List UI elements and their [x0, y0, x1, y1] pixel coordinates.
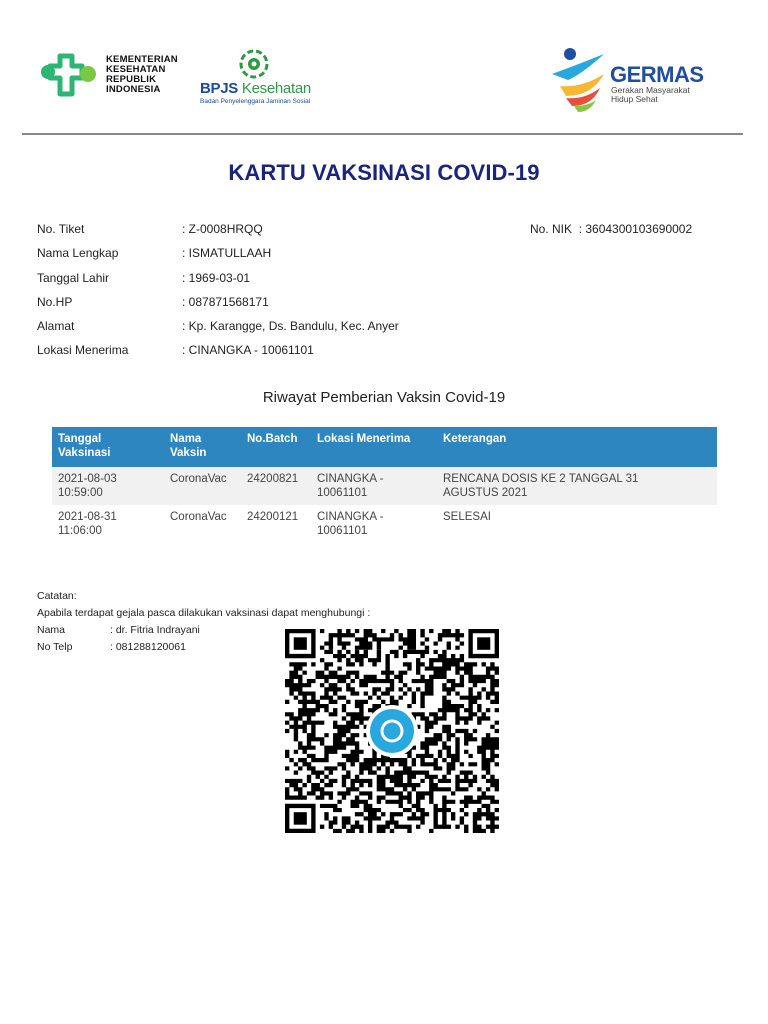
cell-vaccine: CoronaVac — [164, 467, 241, 505]
info-row-location — [37, 343, 717, 367]
cell-line: 10:59:00 — [58, 487, 103, 499]
notes-heading: Catatan: — [37, 590, 77, 602]
column-header-note — [437, 427, 717, 467]
column-header-location — [311, 427, 437, 467]
info-row-name — [37, 246, 717, 270]
contact-value: : 081288120061 — [110, 641, 186, 653]
pedulilindungi-logo-icon — [370, 709, 414, 753]
cell-note — [437, 467, 717, 505]
info-label: No. Tiket — [37, 222, 85, 236]
info-value: : 087871568171 — [182, 294, 269, 309]
history-title: Riwayat Pemberian Vaksin Covid-19 — [262, 389, 506, 406]
info-label: Tanggal Lahir — [37, 270, 110, 285]
info-value: : Kp. Karangge, Ds. Bandulu, Kec. Anyer — [182, 319, 399, 334]
column-header-line: No.Batch — [247, 433, 298, 445]
bpjs-subtitle: Badan Penyelenggara Jaminan Sosial — [200, 98, 311, 105]
cell-line: AGUSTUS 2021 — [443, 487, 528, 499]
nik — [530, 222, 692, 236]
header — [0, 0, 768, 134]
info-row-phone — [37, 295, 717, 319]
germas-subtitle-line: Gerakan Masyarakat — [611, 85, 690, 95]
cell-line: 2021-08-03 — [58, 473, 117, 485]
info-label: Nama Lengkap — [37, 246, 119, 261]
cell-location — [311, 505, 437, 543]
kemenkes-logo — [38, 52, 178, 98]
cell-vaccine: CoronaVac — [164, 505, 241, 543]
column-header-line: Nama — [170, 433, 202, 445]
germas-subtitle-line: Hidup Sehat — [611, 94, 658, 104]
kemenkes-line: KEMENTERIAN — [106, 54, 178, 65]
kemenkes-line: INDONESIA — [106, 84, 161, 95]
kemenkes-line: REPUBLIK — [106, 74, 157, 85]
cell-batch: 24200821 — [241, 467, 311, 505]
cell-line: CINANGKA - — [317, 473, 384, 485]
column-header-line: Tanggal — [58, 433, 102, 445]
info-value: : Z-0008HRQQ — [182, 222, 263, 236]
column-header-date — [52, 427, 164, 467]
info-value: : CINANGKA - 10061101 — [182, 343, 314, 358]
bpjs-mark-icon — [238, 48, 270, 80]
kemenkes-text — [106, 55, 178, 95]
table-header-row — [52, 427, 717, 467]
bpjs-name-part1: BPJS — [200, 80, 238, 97]
contact-value: : dr. Fitria Indrayani — [110, 624, 200, 636]
germas-logo — [548, 44, 718, 114]
cell-location — [311, 467, 437, 505]
cell-batch: 24200121 — [241, 505, 311, 543]
bpjs-name-part2: Kesehatan — [241, 80, 311, 97]
info-value: : 1969-03-01 — [182, 270, 251, 285]
column-header-line: Keterangan — [443, 433, 507, 445]
germas-figure-icon — [548, 44, 610, 112]
info-label: No.HP — [37, 294, 73, 309]
column-header-line: Lokasi Menerima — [317, 433, 411, 445]
cell-line: CINANGKA - — [317, 511, 384, 523]
germas-title: GERMAS — [610, 62, 704, 87]
table-row — [52, 467, 717, 505]
contact-label: No Telp — [37, 641, 73, 653]
column-header-line: Vaksin — [170, 447, 207, 459]
info-row-address — [37, 319, 717, 343]
column-header-line: Vaksinasi — [58, 447, 111, 459]
info-value: : ISMATULLAAH — [182, 246, 272, 261]
cell-line: 2021-08-31 — [58, 511, 117, 523]
cell-line: 10061101 — [317, 525, 368, 537]
vaccination-history-table — [52, 427, 717, 543]
qr-code-icon — [285, 629, 499, 833]
cell-line: SELESAI — [443, 511, 491, 523]
bpjs-logo — [198, 48, 318, 104]
card-title: KARTU VAKSINASI COVID-19 — [228, 160, 540, 185]
cell-date — [52, 505, 164, 543]
patient-info — [37, 222, 717, 368]
info-row-ticket — [37, 222, 717, 246]
info-label: Alamat — [37, 319, 75, 334]
cell-date — [52, 467, 164, 505]
cell-line: RENCANA DOSIS KE 2 TANGGAL 31 — [443, 473, 639, 485]
column-header-vaccine — [164, 427, 241, 467]
kemenkes-line: KESEHATAN — [106, 64, 166, 75]
info-row-birthdate — [37, 271, 717, 295]
cell-note — [437, 505, 717, 543]
nik-value: : 3604300103690002 — [578, 222, 693, 236]
cell-line: 10061101 — [317, 487, 368, 499]
kemenkes-icon — [38, 52, 100, 98]
cell-line: 11:06:00 — [58, 525, 102, 537]
table-row — [52, 505, 717, 543]
germas-subtitle — [611, 86, 690, 104]
bpjs-name — [200, 80, 311, 97]
info-label: Lokasi Menerima — [37, 343, 129, 358]
nik-label: No. NIK — [530, 222, 573, 236]
header-divider — [22, 133, 743, 135]
column-header-batch — [241, 427, 311, 467]
contact-label: Nama — [37, 624, 66, 636]
notes-text: Apabila terdapat gejala pasca dilakukan vaksinasi dapat menghubungi : — [37, 607, 371, 619]
